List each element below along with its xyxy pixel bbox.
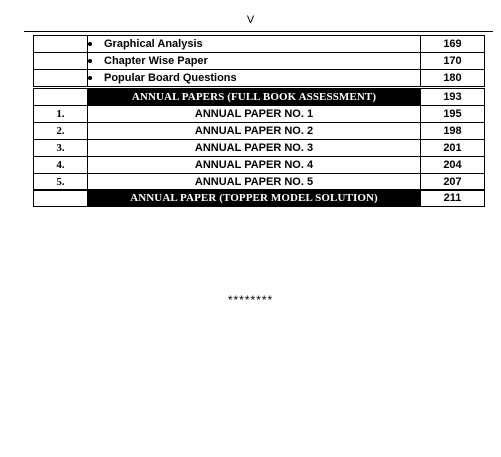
- row-number: 1.: [34, 106, 88, 123]
- topic-title: Popular Board Questions: [104, 71, 237, 84]
- header-rule: [24, 31, 493, 32]
- row-number: 2.: [34, 123, 88, 140]
- page-ref: 201: [421, 140, 485, 157]
- bullet-icon: [88, 76, 97, 81]
- topic-title: Chapter Wise Paper: [104, 54, 208, 67]
- row-number: 3.: [34, 140, 88, 157]
- annual-papers-heading-row: [34, 89, 485, 106]
- topic-title: Graphical Analysis: [104, 37, 203, 50]
- page-ref: 193: [421, 89, 485, 106]
- toc-row-annual-paper-3: [34, 140, 485, 157]
- topics-table: [33, 35, 485, 87]
- row-number-cell: [34, 53, 88, 70]
- topic-cell: [88, 53, 421, 70]
- row-number-cell: [34, 89, 88, 106]
- page-ref: 169: [421, 36, 485, 53]
- topic-cell: [88, 36, 421, 53]
- paper-title: ANNUAL PAPER NO. 4: [88, 157, 421, 174]
- toc-row-popular-board-questions: [34, 70, 485, 87]
- bullet-icon: [88, 59, 97, 64]
- toc-row-chapter-wise-paper: [34, 53, 485, 70]
- topper-solution-table: [33, 189, 485, 207]
- page-ref: 195: [421, 106, 485, 123]
- annual-papers-table: [33, 88, 485, 191]
- section-heading-banner: ANNUAL PAPER (TOPPER MODEL SOLUTION): [88, 190, 421, 207]
- row-number-cell: [34, 190, 88, 207]
- bullet-icon: [88, 42, 97, 47]
- toc-row-annual-paper-5: [34, 174, 485, 191]
- row-number: 5.: [34, 174, 88, 191]
- page-ref: 204: [421, 157, 485, 174]
- toc-row-annual-paper-4: [34, 157, 485, 174]
- row-number-cell: [34, 36, 88, 53]
- row-number-cell: [34, 70, 88, 87]
- topper-solution-row: [34, 190, 485, 207]
- page-ref: 198: [421, 123, 485, 140]
- paper-title: ANNUAL PAPER NO. 2: [88, 123, 421, 140]
- page-ref: 180: [421, 70, 485, 87]
- end-of-contents-marker: ********: [227, 293, 274, 307]
- toc-row-annual-paper-2: [34, 123, 485, 140]
- page-ref: 211: [421, 190, 485, 207]
- topic-cell: [88, 70, 421, 87]
- page-ref: 207: [421, 174, 485, 191]
- toc-row-graphical-analysis: [34, 36, 485, 53]
- page-number: V: [246, 14, 255, 26]
- section-heading-banner: ANNUAL PAPERS (FULL BOOK ASSESSMENT): [88, 89, 421, 106]
- paper-title: ANNUAL PAPER NO. 1: [88, 106, 421, 123]
- page-ref: 170: [421, 53, 485, 70]
- row-number: 4.: [34, 157, 88, 174]
- paper-title: ANNUAL PAPER NO. 3: [88, 140, 421, 157]
- paper-title: ANNUAL PAPER NO. 5: [88, 174, 421, 191]
- toc-row-annual-paper-1: [34, 106, 485, 123]
